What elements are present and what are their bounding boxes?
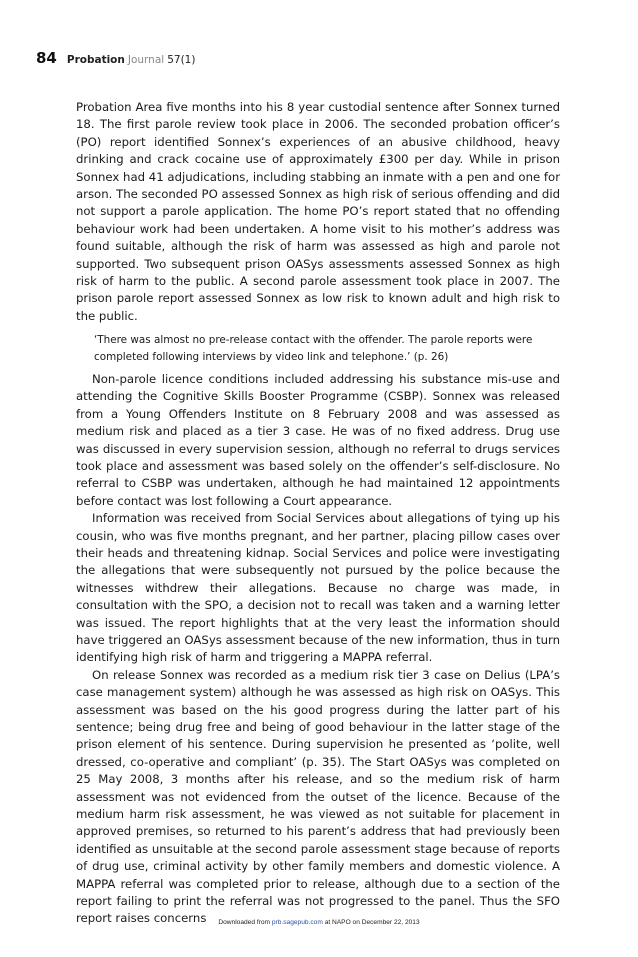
journal-volume: 57(1) <box>167 54 196 66</box>
block-quote: ‘There was almost no pre-release contact with the offender. The parole reports were completed following interviews by video link and telephone.’ (p. 26) <box>94 334 533 363</box>
download-footer <box>0 919 638 926</box>
paragraph-3: Information was received from Social Services about allegations of tying up his cousin, who was five months pregnant, and her partner, placing pillow cases over their heads and threatening kidnap. Social Services and police were investigating the allegations that were subsequently not pursued by the police because the witnesses withdrew their allegations. Because no charge was made, in consultation with the SPO, a decision not to recall was taken and a warning letter was issued. The report highlights that at the very least the information should have triggered an OASys assessment because of the new information, thus in turn identifying high risk of harm and triggering a MAPPA referral. <box>76 511 560 665</box>
paragraph-1: Probation Area five months into his 8 year custodial sentence after Sonnex turned 18. The first parole review took place in 2006. The seconded probation officer’s (PO) report identified Sonnex’s experiences of an abusive childhood, heavy drinking and crack cocaine use of approximately £300 per day. While in prison Sonnex had 41 adjudications, including stabbing an inmate with a pen and one for arson. The seconded PO assessed Sonnex as high risk of serious offending and did not support a parole application. The home PO’s report stated that no offending behaviour work had been undertaken. A home visit to his mother’s address was found suitable, although the risk of harm was assessed as high and parole not supported. Two subsequent prison OASys assessments assessed Sonnex as high risk of harm to the public. A second parole assessment took place in 2007. The prison parole report assessed Sonnex as low risk to known adult and high risk to the public. <box>76 100 560 323</box>
footer-prefix: Downloaded from <box>218 919 271 926</box>
footer-link[interactable]: prb.sagepub.com <box>271 919 323 926</box>
journal-name-light: Journal <box>127 54 165 66</box>
journal-name: Probation <box>66 54 125 66</box>
footer-suffix: at NAPO on December 22, 2013 <box>324 919 420 926</box>
page-number: 84 <box>36 49 57 67</box>
paragraph-4: On release Sonnex was recorded as a medium risk tier 3 case on Delius (LPA’s case management system) although he was assessed as high risk on OASys. This assessment was based on the his good progress during the latter part of his sentence; being drug free and being of good behaviour in the latter stage of the prison element of his sentence. During supervision he presented as ‘polite, well dressed, co-operative and compliant’ (p. 35). The Start OASys was completed on 25 May 2008, 3 months after his release, and so the medium risk of harm assessment was not evidenced from the outset of the licence. Because of the medium harm risk assessment, he was viewed as not suitable for placement in approved premises, so returned to his parent’s address that had previously been identified as unsuitable at the second parole assessment stage because of reports of drug use, criminal activity by other family members and domestic violence. A MAPPA referral was completed prior to release, although due to a section of the report failing to print the referral was not progressed to the panel. Thus the SFO report raises concerns <box>76 667 560 926</box>
paragraph-2: Non-parole licence conditions included addressing his substance mis-use and attending the Cognitive Skills Booster Programme (CSBP). Sonnex was released from a Young Offenders Institute on 8 February 2008 and was assessed as medium risk and placed as a tier 3 case. He was of no fixed address. Drug use was discussed in every supervision session, although no referral to drugs services took place and assessment was based solely on the offender’s self-disclosure. No referral to CSBP was undertaken, although he had maintained 12 appointments before contact was lost following a Court appearance. <box>76 371 560 508</box>
running-header <box>36 49 195 71</box>
article-body <box>76 99 560 928</box>
